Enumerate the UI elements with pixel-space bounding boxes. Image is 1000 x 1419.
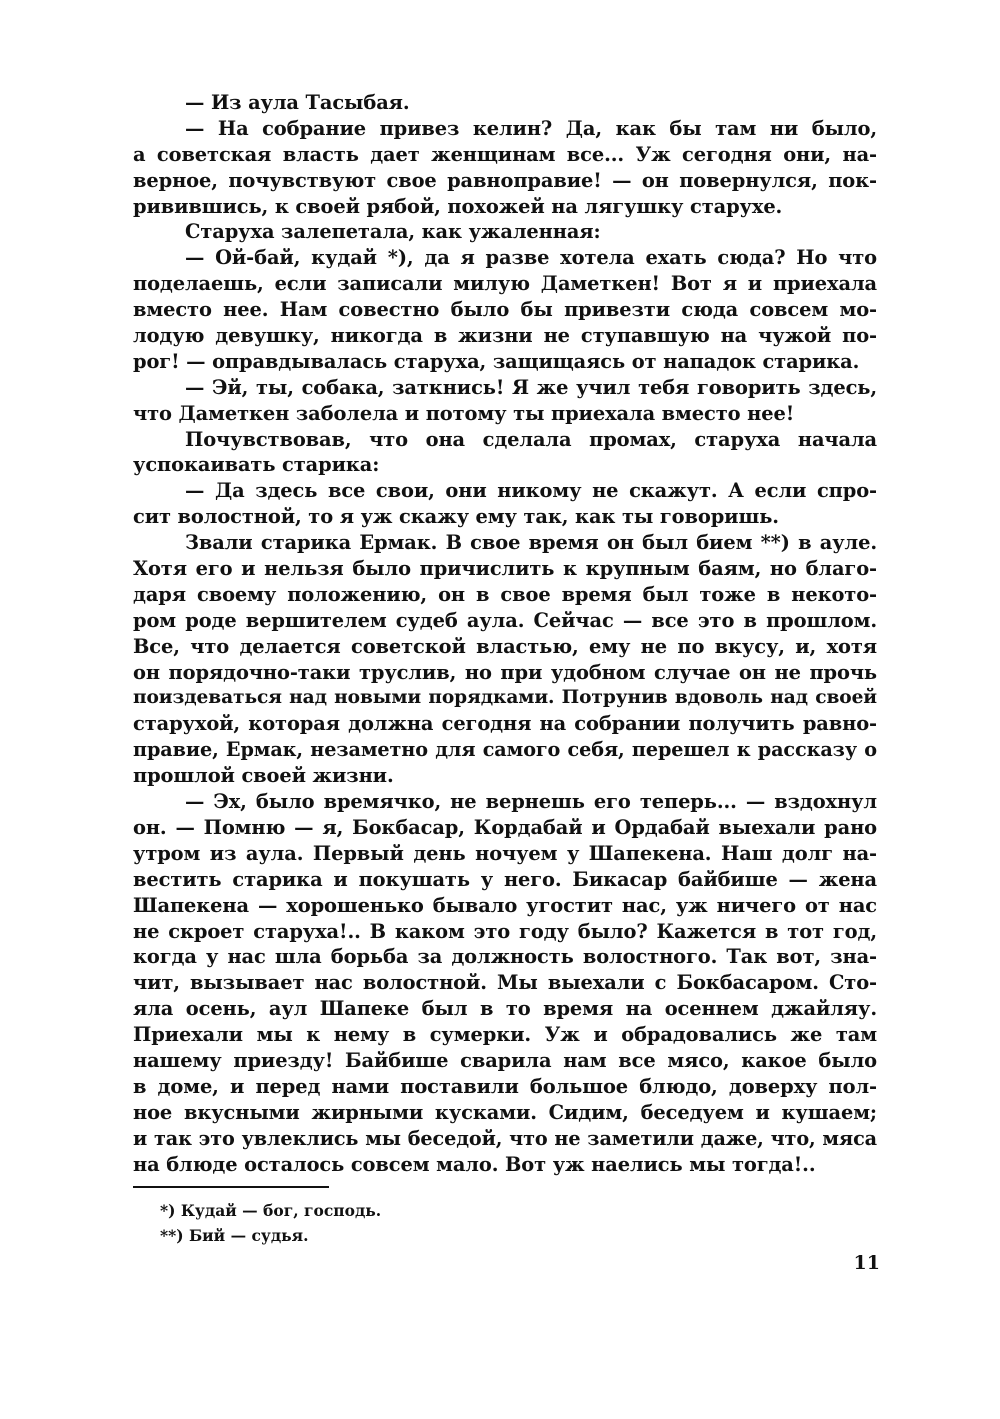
text-line: правие, Ермак, незаметно для самого себя, перешел к рассказу о — [133, 738, 877, 762]
text-line: что Даметкен заболела и потому ты приехала вместо нее! — [133, 401, 795, 425]
text-line: в доме, и перед нами поставили большое блюдо, доверху пол- — [133, 1074, 877, 1098]
footnote-separator — [133, 1186, 329, 1188]
text-line: ное вкусными жирными кусками. Сидим, беседуем и кушаем; — [133, 1100, 877, 1124]
text-line: — Эй, ты, собака, заткнись! Я же учил тебя говорить здесь, — [185, 375, 877, 399]
text-line: нашему приезду! Байбише сварила нам все мясо, какое было — [133, 1048, 877, 1072]
text-line: Звали старика Ермак. В свое время он был бием **) в ауле. — [185, 531, 877, 555]
text-line: сит волостной, то я уж скажу ему так, как ты говоришь. — [133, 505, 779, 529]
text-line: даря своему положению, он в свое время был тоже в некото- — [133, 582, 877, 606]
text-line: Хотя его и нельзя было причислить к крупным баям, но благо- — [133, 557, 877, 581]
text-line: вестить старика и покушать у него. Бикасар байбише — жена — [133, 867, 877, 891]
text-line: — Ой-бай, кудай *), да я разве хотела ехать сюда? Но что — [185, 246, 877, 270]
text-line: Старуха залепетала, как ужаленная: — [185, 220, 601, 244]
text-line: — На собрание привез келин? Да, как бы там ни было, — [185, 116, 877, 140]
text-line: на блюде осталось совсем мало. Вот уж наелись мы тогда!.. — [133, 1152, 816, 1176]
text-line: ривившись, к своей рябой, похожей на лягушку старухе. — [133, 194, 783, 218]
text-line: не скроет старуха!.. В каком это году было? Кажется в тот год, — [133, 919, 877, 943]
text-line: прошлой своей жизни. — [133, 764, 394, 788]
footnote-kuday: *) Кудай — бог, господь. — [160, 1201, 382, 1220]
text-line: — Да здесь все свои, они никому не скажут. А если спро- — [185, 479, 877, 503]
text-line: верное, почувствуют свое равноправие! — он повернулся, пок- — [133, 168, 877, 192]
footnotes — [160, 1198, 381, 1248]
page-number: 11 — [853, 1252, 880, 1274]
text-line: а советская власть дает женщинам все... Уж сегодня они, на- — [133, 142, 877, 166]
text-line: ром роде вершителем судеб аула. Сейчас — все это в прошлом. — [133, 608, 877, 632]
text-line: Шапекена — хорошенько бывало угостит нас, уж ничего от нас — [133, 893, 877, 917]
text-line: успокаивать старика: — [133, 453, 380, 477]
text-line: лодую девушку, никогда в жизни не ступавшую на чужой по- — [133, 324, 877, 348]
text-line: Почувствовав, что она сделала промах, старуха начала — [185, 427, 877, 451]
text-line: яла осень, аул Шапеке был в то время на осеннем джайляу. — [133, 997, 877, 1021]
text-line: чит, вызывает нас волостной. Мы выехали с Бокбасаром. Сто- — [133, 971, 877, 995]
footnote-biy: **) Бий — судья. — [160, 1226, 309, 1245]
text-line: — Эх, было времячко, не вернешь его теперь... — вздохнул — [185, 790, 877, 814]
text-line: поделаешь, если записали милую Даметкен! Вот я и приехала — [133, 272, 877, 296]
text-line: он порядочно-таки труслив, но при удобном случае он не прочь — [133, 660, 877, 684]
text-line: когда у нас шла борьба за должность волостного. Так вот, зна- — [133, 945, 877, 969]
text-line: рог! — оправдывалась старуха, защищаясь от нападок старика. — [133, 349, 860, 373]
text-line: Все, что делается советской властью, ему не по вкусу, и, хотя — [133, 634, 877, 658]
text-line: он. — Помню — я, Бокбасар, Кордабай и Ордабай выехали рано — [133, 815, 877, 839]
text-line: утром из аула. Первый день ночуем у Шапекена. Наш долг на- — [133, 841, 877, 865]
text-line: поиздеваться над новыми порядками. Потрунив вдоволь над своей — [133, 687, 877, 709]
text-line: вместо нее. Нам совестно было бы привезти сюда совсем мо- — [133, 298, 877, 322]
body-text — [133, 90, 877, 1177]
text-line: старухой, которая должна сегодня на собрании получить равно- — [133, 712, 877, 736]
text-line: Приехали мы к нему в сумерки. Уж и обрадовались же там — [133, 1023, 877, 1047]
text-line: и так это увлеклись мы беседой, что не заметили даже, что, мяса — [133, 1126, 877, 1150]
text-line: — Из аула Тасыбая. — [185, 91, 410, 114]
